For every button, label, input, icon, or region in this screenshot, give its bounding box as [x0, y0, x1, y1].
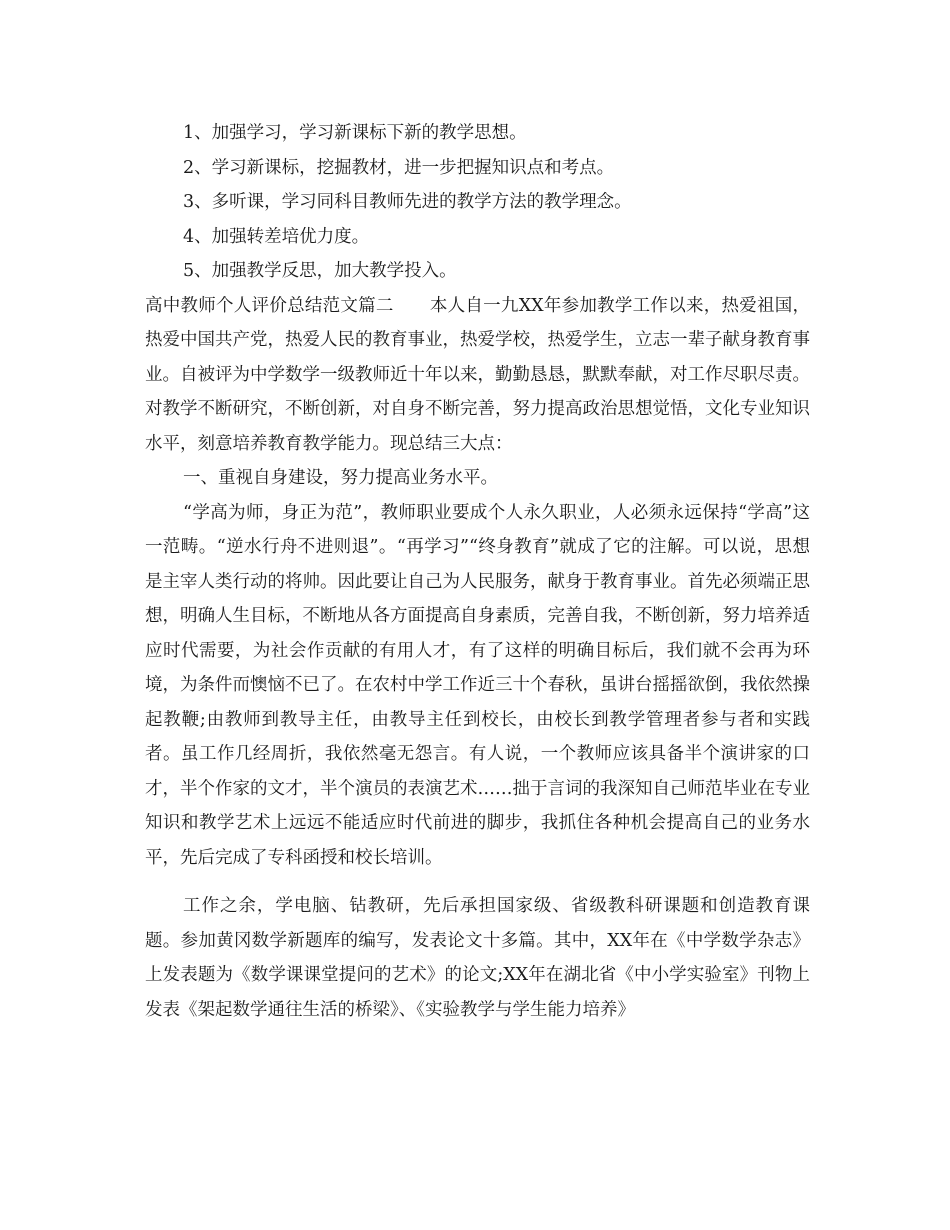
paragraph-one: “学高为师，身正为范”，教师职业要成个人永久职业，人必须永远保持“学高”这一范畴。“逆水行舟不进则退”。“再学习”“终身教育”就成了它的注解。可以说，思想是主宰人类行动的将帅。因此要让自己为人民服务，献身于教育事业。首先必须端正思想，明确人生目标，不断地从各方面提高自身素质，完善自我，不断创新，努力培养适应时代需要，为社会作贡献的有用人才，有了这样的明确目标后，我们就不会再为环境，为条件而懊恼不已了。在农村中学工作近三十个春秋，虽讲台摇摇欲倒，我依然操起教鞭;由教师到教导主任，由教导主任到校长，由校长到教学管理者参与者和实践者。虽工作几经周折，我依然毫无怨言。有人说，一个教师应该具备半个演讲家的口才，半个作家的文才，半个演员的表演艺术……拙于言词的我深知自己师范毕业在专业知识和教学艺术上远远不能适应时代前进的脚步，我抓住各种机会提高自己的业务水平，先后完成了专科函授和校长培训。: [145, 502, 810, 868]
list-item-5: 5、加强教学反思，加大教学投入。: [183, 261, 457, 281]
paragraph-two: 工作之余，学电脑、钻教研，先后承担国家级、省级教科研课题和创造教育课题。参加黄冈数学新题库的编写，发表论文十多篇。其中，XX年在《中学数学杂志》上发表题为《数学课课堂提问的艺术》的论文;XX年在湖北省《中小学实验室》刊物上发表《架起数学通往生活的桥梁》、《实验教学与学生能力培养》: [145, 896, 810, 1020]
document-body: [145, 116, 810, 1027]
section-paragraph: [145, 289, 810, 462]
section-intro: 本人自一九XX年参加教学工作以来，热爱祖国，热爱中国共产党，热爱人民的教育事业，热爱学校，热爱学生，立志一辈子献身教育事业。自被评为中学数学一级教师近十年以来，勤勤恳恳，默默奉献，对工作尽职尽责。对教学不断研究，不断创新，对自身不断完善，努力提高政治思想觉悟，文化专业知识水平，刻意培养教育教学能力。现总结三大点：: [145, 295, 811, 454]
section-title: 高中教师个人评价总结范文篇二: [145, 295, 394, 316]
heading-one: 一、重视自身建设，努力提高业务水平。: [183, 468, 498, 488]
list-item-3: 3、多听课，学习同科目教师先进的教学方法的教学理念。: [183, 192, 632, 212]
list-item-1: 1、加强学习，学习新课标下新的教学思想。: [183, 123, 527, 143]
list-item-4: 4、加强转差培优力度。: [183, 226, 370, 247]
list-item-2: 2、学习新课标，挖掘教材，进一步把握知识点和考点。: [183, 157, 615, 178]
